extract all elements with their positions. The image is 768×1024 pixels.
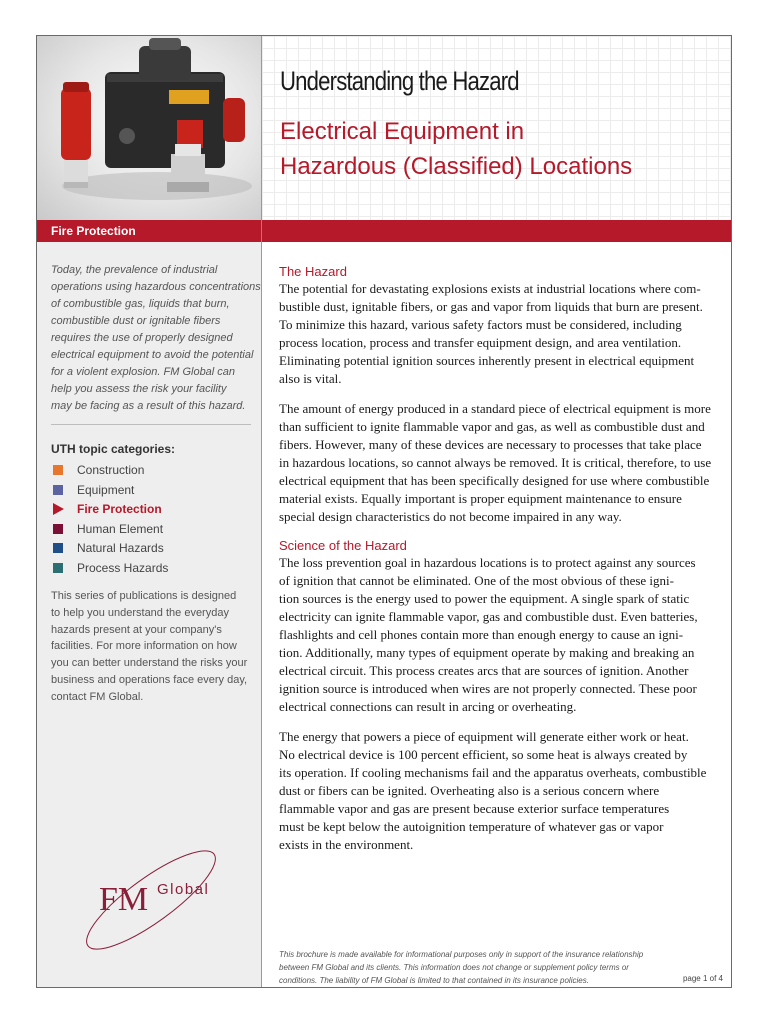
text-line: of ignition that cannot be eliminated. One of the most obvious of these igni- — [279, 573, 674, 588]
text-line: tion sources is the energy used to power the equipment. A single spark of static — [279, 591, 690, 606]
intro-text — [51, 262, 261, 415]
text-line: The energy that powers a piece of equipment will generate either work or heat. — [279, 729, 689, 744]
logo-global-text: Global — [157, 881, 210, 898]
text-line: fibers. However, many of these devices are necessary to processes that take place — [279, 437, 702, 452]
fm-global-logo-graphic — [71, 844, 231, 956]
category-marker-square-icon — [53, 465, 63, 475]
series-line: you can better understand the risks your — [51, 657, 248, 670]
disclaimer-line: conditions. The liability of FM Global is limited to that contained in its insurance policies. — [279, 976, 589, 985]
page-number: page 1 of 4 — [682, 974, 723, 983]
series-line: contact FM Global. — [51, 690, 144, 703]
text-line: The loss prevention goal in hazardous locations is to protect against any sources — [279, 555, 696, 570]
series-line: This series of publications is designed — [51, 590, 237, 602]
intro-line: Today, the prevalence of industrial — [51, 264, 218, 276]
equipment-photo-illustration — [37, 36, 261, 220]
text-line: dust or fibers can be ignited. Overheating also is a serious concern where — [279, 783, 660, 798]
title-header — [262, 36, 731, 220]
text-line: also is vital. — [279, 371, 342, 386]
series-line: business and operations face every day, — [51, 673, 248, 686]
category-label: Construction — [77, 463, 145, 477]
text-line: Eliminating potential ignition sources inherently present in electrical equipment — [279, 353, 695, 368]
text-line: bustible dust, ignitable fibers, or gas and vapor from liquids that burn are present. — [279, 299, 703, 314]
text-line: ignition source is introduced when wires are not properly connected. These poor — [279, 681, 697, 696]
page-subtitle — [280, 114, 632, 184]
category-marker-square-icon — [53, 543, 63, 553]
intro-line: operations using hazardous concentrations — [51, 281, 261, 293]
intro-line: of combustible gas, liquids that burn, — [51, 298, 230, 310]
text-line: than sufficient to ignite flammable vapor and gas, as well as combustible dust and — [279, 419, 705, 434]
series-text — [51, 588, 251, 706]
sidebar — [37, 36, 262, 987]
paragraph — [279, 280, 725, 388]
text-line: The potential for devastating explosions exists at industrial locations where com- — [279, 281, 701, 296]
text-line: special design characteristics do not become impaired in any way. — [279, 509, 622, 524]
sidebar-divider — [51, 424, 251, 425]
subtitle-line: Electrical Equipment in — [280, 118, 525, 145]
text-line: To minimize this hazard, various safety factors must be considered, including — [279, 317, 682, 332]
fm-global-logo — [71, 844, 231, 956]
category-label: Equipment — [77, 482, 135, 497]
category-banner — [37, 220, 731, 242]
disclaimer — [279, 948, 679, 987]
text-line: No electrical device is 100 percent efficient, so some heat is always created by — [279, 747, 688, 762]
text-line: exists in the environment. — [279, 837, 414, 852]
text-line: flammable vapor and gas are present because exterior surface temperatures — [279, 801, 670, 816]
category-marker-arrow-icon — [53, 503, 64, 515]
subtitle-line: Hazardous (Classified) Locations — [280, 153, 633, 180]
intro-line: help you assess the risk your facility — [51, 383, 227, 395]
category-marker-square-icon — [53, 524, 63, 534]
disclaimer-line: This brochure is made available for informational purposes only in support of the insurance relationship — [279, 950, 644, 959]
equipment-photo — [37, 36, 261, 220]
intro-line: may be facing as a result of this hazard. — [51, 400, 246, 412]
text-line: flashlights and cell phones contain more than enough energy to cause an igni- — [279, 627, 684, 642]
series-line: hazards present at your company's — [51, 623, 222, 636]
text-line: must be kept below the autoignition temperature of whatever gas or vapor — [279, 819, 664, 834]
banner-divider — [261, 220, 262, 242]
intro-line: combustible dust or ignitable fibers — [51, 315, 221, 327]
text-line: in hazardous locations, so cannot always be removed. It is critical, therefore, to use — [279, 455, 712, 470]
paragraph — [279, 554, 725, 716]
text-line: tion. Additionally, many types of equipment operate by making and breaking an — [279, 645, 695, 660]
text-line: process location, process and transfer equipment design, and area ventilation. — [279, 335, 682, 350]
intro-line: for a violent explosion. FM Global can — [51, 366, 236, 378]
category-label: Natural Hazards — [77, 541, 164, 556]
text-line: The amount of energy produced in a standard piece of electrical equipment is more — [279, 401, 711, 416]
text-line: its operation. If cooling mechanisms fail and the apparatus overheats, combustible — [279, 765, 707, 780]
category-label: Process Hazards — [77, 560, 169, 575]
text-line: electricity can ignite flammable vapor, gas and combustible dust. Even batteries, — [279, 609, 698, 624]
paragraph — [279, 728, 725, 854]
brochure-page — [36, 35, 732, 988]
logo-fm-text: FM — [99, 881, 149, 918]
category-marker-square-icon — [53, 563, 63, 573]
series-line: facilities. For more information on how — [51, 640, 237, 653]
main-content — [279, 264, 725, 866]
paragraph — [279, 400, 725, 526]
section-heading-science: Science of the Hazard — [279, 538, 407, 553]
text-line: material exists. Equally important is proper equipment maintenance to ensure — [279, 491, 682, 506]
text-line: electrical equipment that has been specifically designed for use where combustible — [279, 473, 710, 488]
text-line: electrical connections can result in arcing or overheating. — [279, 699, 577, 714]
series-line: to help you understand the everyday — [51, 606, 229, 619]
text-line: electrical circuit. This process creates arcs that are sources of ignition. Another — [279, 663, 689, 678]
intro-line: requires the use of properly designed — [51, 332, 233, 344]
disclaimer-line: between FM Global and its clients. This information does not change or supplement policy terms or — [279, 963, 629, 972]
category-banner-label: Fire Protection — [51, 224, 136, 238]
intro-line: electrical equipment to avoid the potential — [51, 349, 254, 361]
categories-title: UTH topic categories: — [51, 442, 176, 456]
category-label: Fire Protection — [77, 502, 162, 517]
page-title: Understanding the Hazard — [280, 66, 519, 96]
category-label: Human Element — [77, 521, 164, 536]
category-marker-square-icon — [53, 485, 63, 495]
section-heading-hazard: The Hazard — [279, 264, 347, 279]
